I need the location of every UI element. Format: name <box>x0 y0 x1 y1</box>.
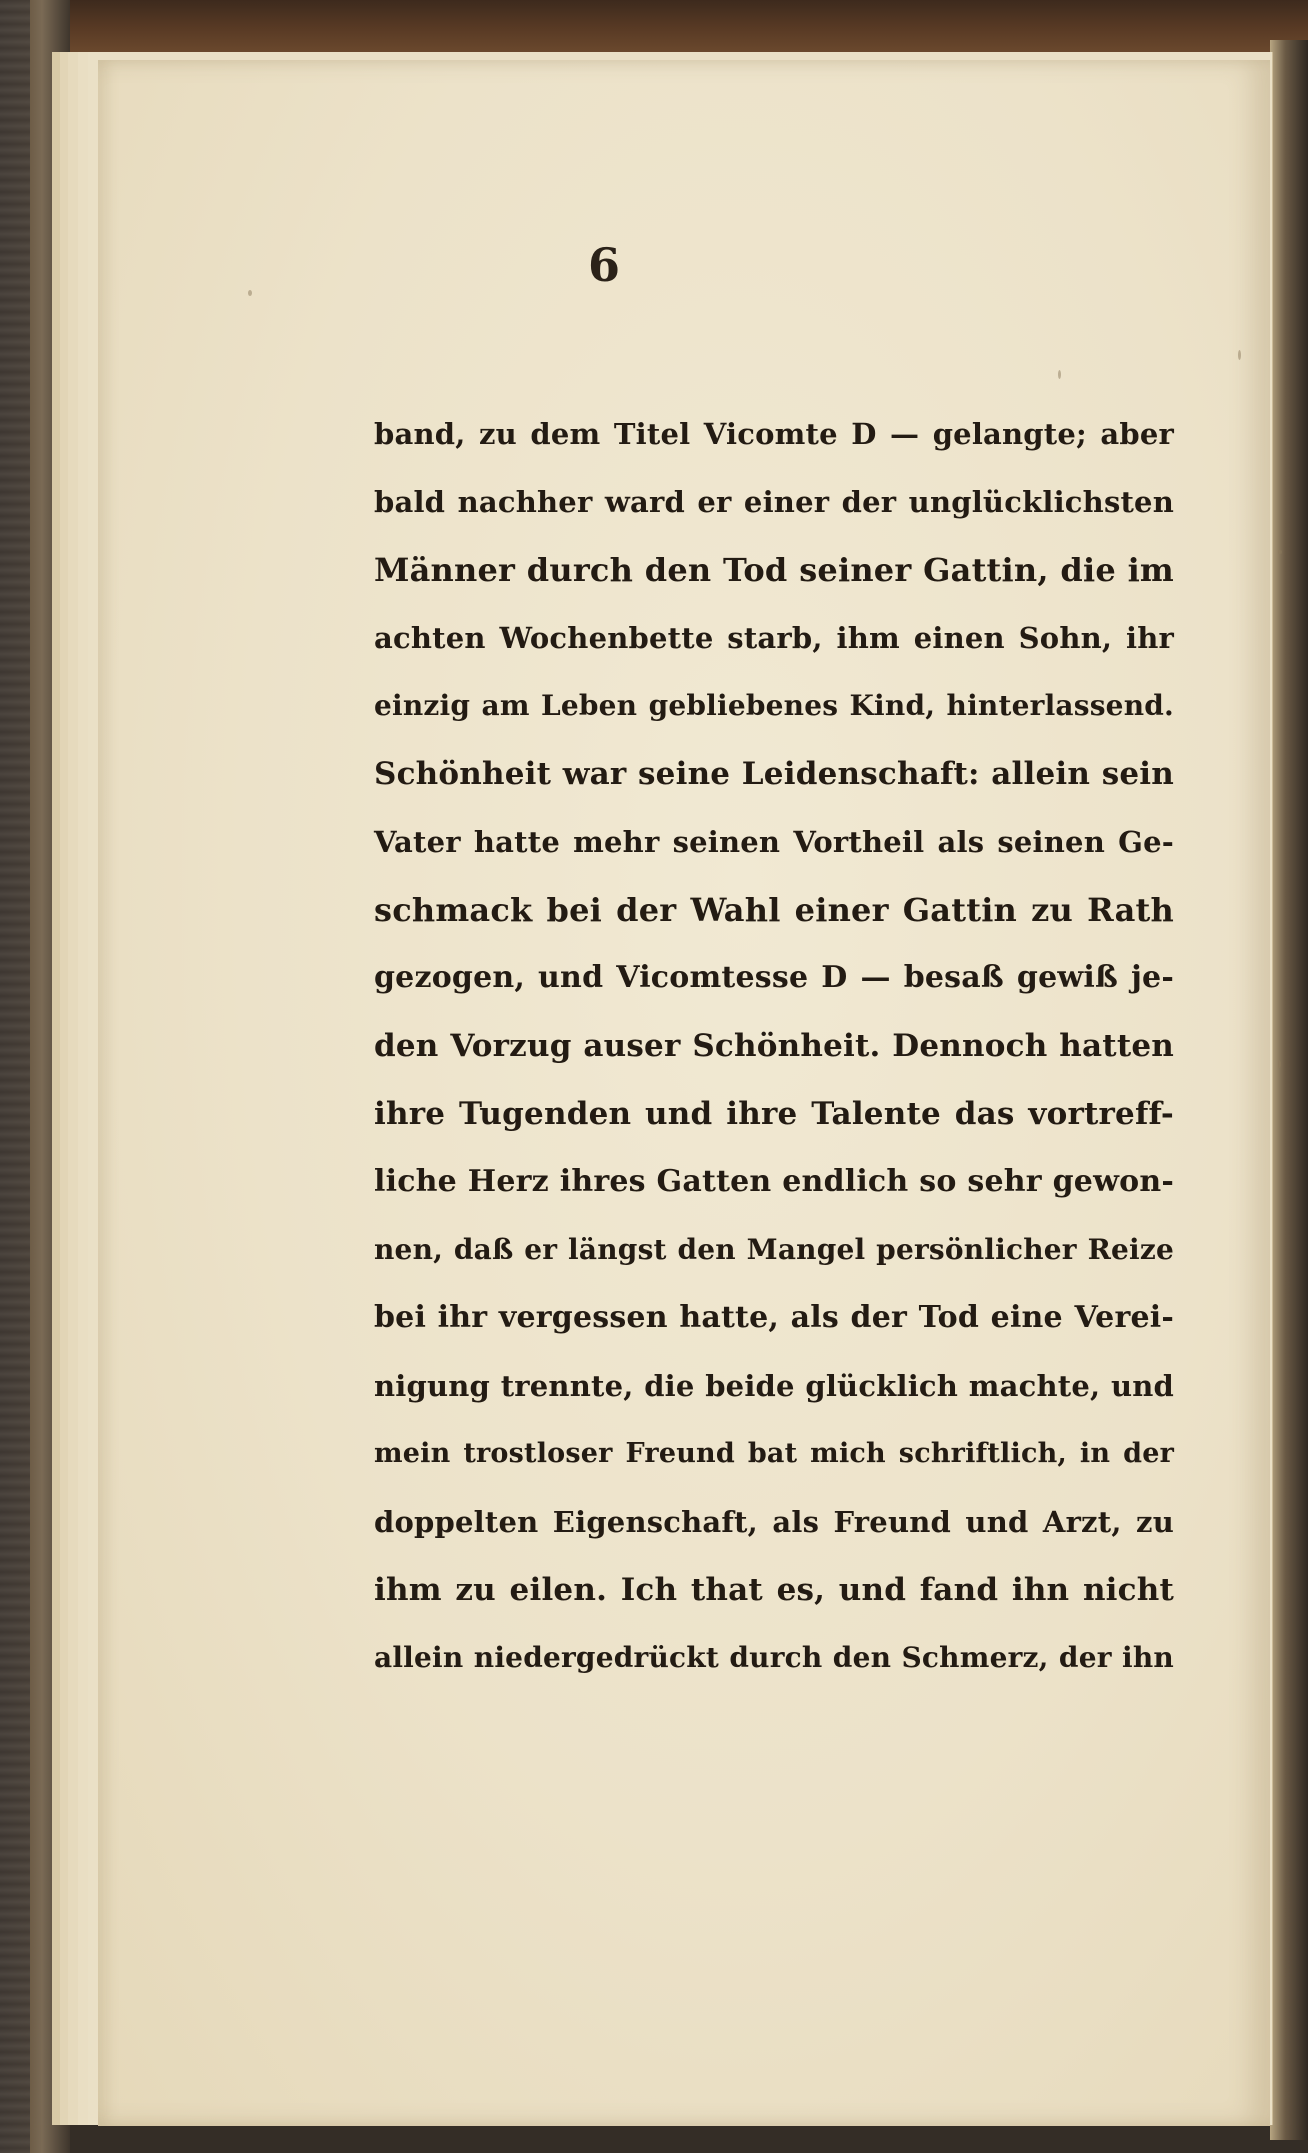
text-line <box>374 1012 1174 1080</box>
text-line-content: liche Herz ihres Gatten endlich so sehr gewon- <box>374 1164 1174 1199</box>
text-line <box>374 1284 1174 1352</box>
text-line <box>374 740 1174 808</box>
text-line-content: nen, daß er längst den Mangel persönlicher Reize <box>374 1233 1174 1266</box>
text-line <box>374 876 1174 944</box>
text-line <box>374 1624 1174 1692</box>
cover-texture <box>0 0 30 2153</box>
text-line <box>374 1148 1174 1216</box>
text-line-content: gezogen, und Vicomtesse D — besaß gewiß je- <box>374 960 1174 995</box>
book-cover-top <box>0 0 1308 55</box>
text-line-content: bald nachher ward er einer der unglücklichsten <box>374 485 1174 519</box>
text-line-content: ihm zu eilen. Ich that es, und fand ihn nicht <box>374 1572 1174 1608</box>
text-line-content: Männer durch den Tod seiner Gattin, die im <box>374 551 1174 589</box>
text-line <box>374 400 1174 468</box>
text-line <box>374 468 1174 536</box>
book-right-edge <box>1270 40 1308 2140</box>
paper-speck <box>1278 550 1282 554</box>
text-line-content: ihre Tugenden und ihre Talente das vortreff- <box>374 1096 1174 1132</box>
text-line-content: mein trostloser Freund bat mich schriftlich, in der <box>374 1438 1174 1469</box>
text-line <box>374 1488 1174 1556</box>
text-line-content: einzig am Leben gebliebenes Kind, hinterlassend. <box>374 689 1174 722</box>
text-line-content: Schönheit war seine Leidenschaft: allein sein <box>374 756 1174 792</box>
text-line-content: band, zu dem Titel Vicomte D — gelangte; aber <box>374 417 1174 451</box>
text-line <box>374 604 1174 672</box>
text-line <box>374 1556 1174 1624</box>
text-line-content: den Vorzug auser Schönheit. Dennoch hatten <box>374 1028 1174 1064</box>
text-line-content: achten Wochenbette starb, ihm einen Sohn, ihr <box>374 621 1174 655</box>
text-line-content: Vater hatte mehr seinen Vortheil als seinen Ge- <box>374 825 1174 859</box>
text-line <box>374 944 1174 1012</box>
text-line <box>374 1080 1174 1148</box>
text-line <box>374 1420 1174 1488</box>
paper-speck <box>1058 370 1061 379</box>
text-line-content: doppelten Eigenschaft, als Freund und Arzt, zu <box>374 1505 1174 1539</box>
paper-speck <box>1278 1060 1281 1068</box>
text-line-content: bei ihr vergessen hatte, als der Tod eine Verei- <box>374 1300 1174 1335</box>
text-line <box>374 672 1174 740</box>
text-line-content: allein niedergedrückt durch den Schmerz, der ihn <box>374 1641 1174 1674</box>
text-line <box>374 808 1174 876</box>
page-number: 6 <box>587 238 620 292</box>
text-line <box>374 536 1174 604</box>
text-line <box>374 1216 1174 1284</box>
body-text <box>374 400 1174 1692</box>
text-line-content: nigung trennte, die beide glücklich machte, und <box>374 1369 1174 1403</box>
text-line-content: schmack bei der Wahl einer Gattin zu Rath <box>374 891 1174 929</box>
text-line <box>374 1352 1174 1420</box>
paper-speck <box>1238 350 1241 360</box>
